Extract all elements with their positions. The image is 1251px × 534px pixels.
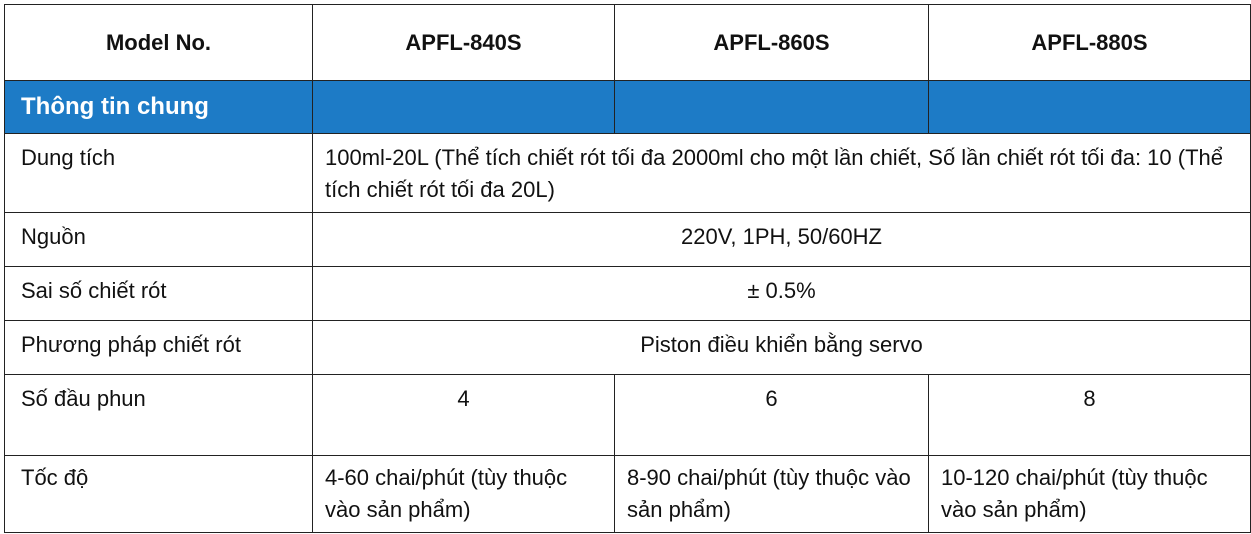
table-row bbox=[5, 134, 1251, 213]
header-row bbox=[5, 5, 1251, 81]
spec-table bbox=[4, 4, 1251, 533]
table-row bbox=[5, 213, 1251, 267]
row-label-dung-tich: Dung tích bbox=[5, 134, 313, 213]
section-cell bbox=[313, 81, 615, 134]
row-label-so-dau-phun: Số đầu phun bbox=[5, 375, 313, 456]
row-value-nguon: 220V, 1PH, 50/60HZ bbox=[313, 213, 1251, 267]
table-row bbox=[5, 375, 1251, 456]
section-cell bbox=[615, 81, 929, 134]
row-label-sai-so: Sai số chiết rót bbox=[5, 267, 313, 321]
section-row bbox=[5, 81, 1251, 134]
row-value-so-dau-phun-860s: 6 bbox=[615, 375, 929, 456]
table-row bbox=[5, 321, 1251, 375]
row-value-phuong-phap: Piston điều khiển bằng servo bbox=[313, 321, 1251, 375]
row-value-so-dau-phun-840s: 4 bbox=[313, 375, 615, 456]
row-label-nguon: Nguồn bbox=[5, 213, 313, 267]
section-title: Thông tin chung bbox=[5, 81, 313, 134]
row-label-phuong-phap: Phương pháp chiết rót bbox=[5, 321, 313, 375]
table-row bbox=[5, 456, 1251, 533]
model-840s: APFL-840S bbox=[313, 5, 615, 81]
row-value-toc-do-880s: 10-120 chai/phút (tùy thuộc vào sản phẩm) bbox=[929, 456, 1251, 533]
model-860s: APFL-860S bbox=[615, 5, 929, 81]
row-value-toc-do-840s: 4-60 chai/phút (tùy thuộc vào sản phẩm) bbox=[313, 456, 615, 533]
row-value-so-dau-phun-880s: 8 bbox=[929, 375, 1251, 456]
row-value-sai-so: ± 0.5% bbox=[313, 267, 1251, 321]
table-row bbox=[5, 267, 1251, 321]
row-value-dung-tich: 100ml-20L (Thể tích chiết rót tối đa 2000ml cho một lần chiết, Số lần chiết rót tối đa: 10 (Thể tích chiết rót tối đa 20L) bbox=[313, 134, 1251, 213]
row-label-toc-do: Tốc độ bbox=[5, 456, 313, 533]
model-label: Model No. bbox=[5, 5, 313, 81]
row-value-toc-do-860s: 8-90 chai/phút (tùy thuộc vào sản phẩm) bbox=[615, 456, 929, 533]
section-cell bbox=[929, 81, 1251, 134]
model-880s: APFL-880S bbox=[929, 5, 1251, 81]
